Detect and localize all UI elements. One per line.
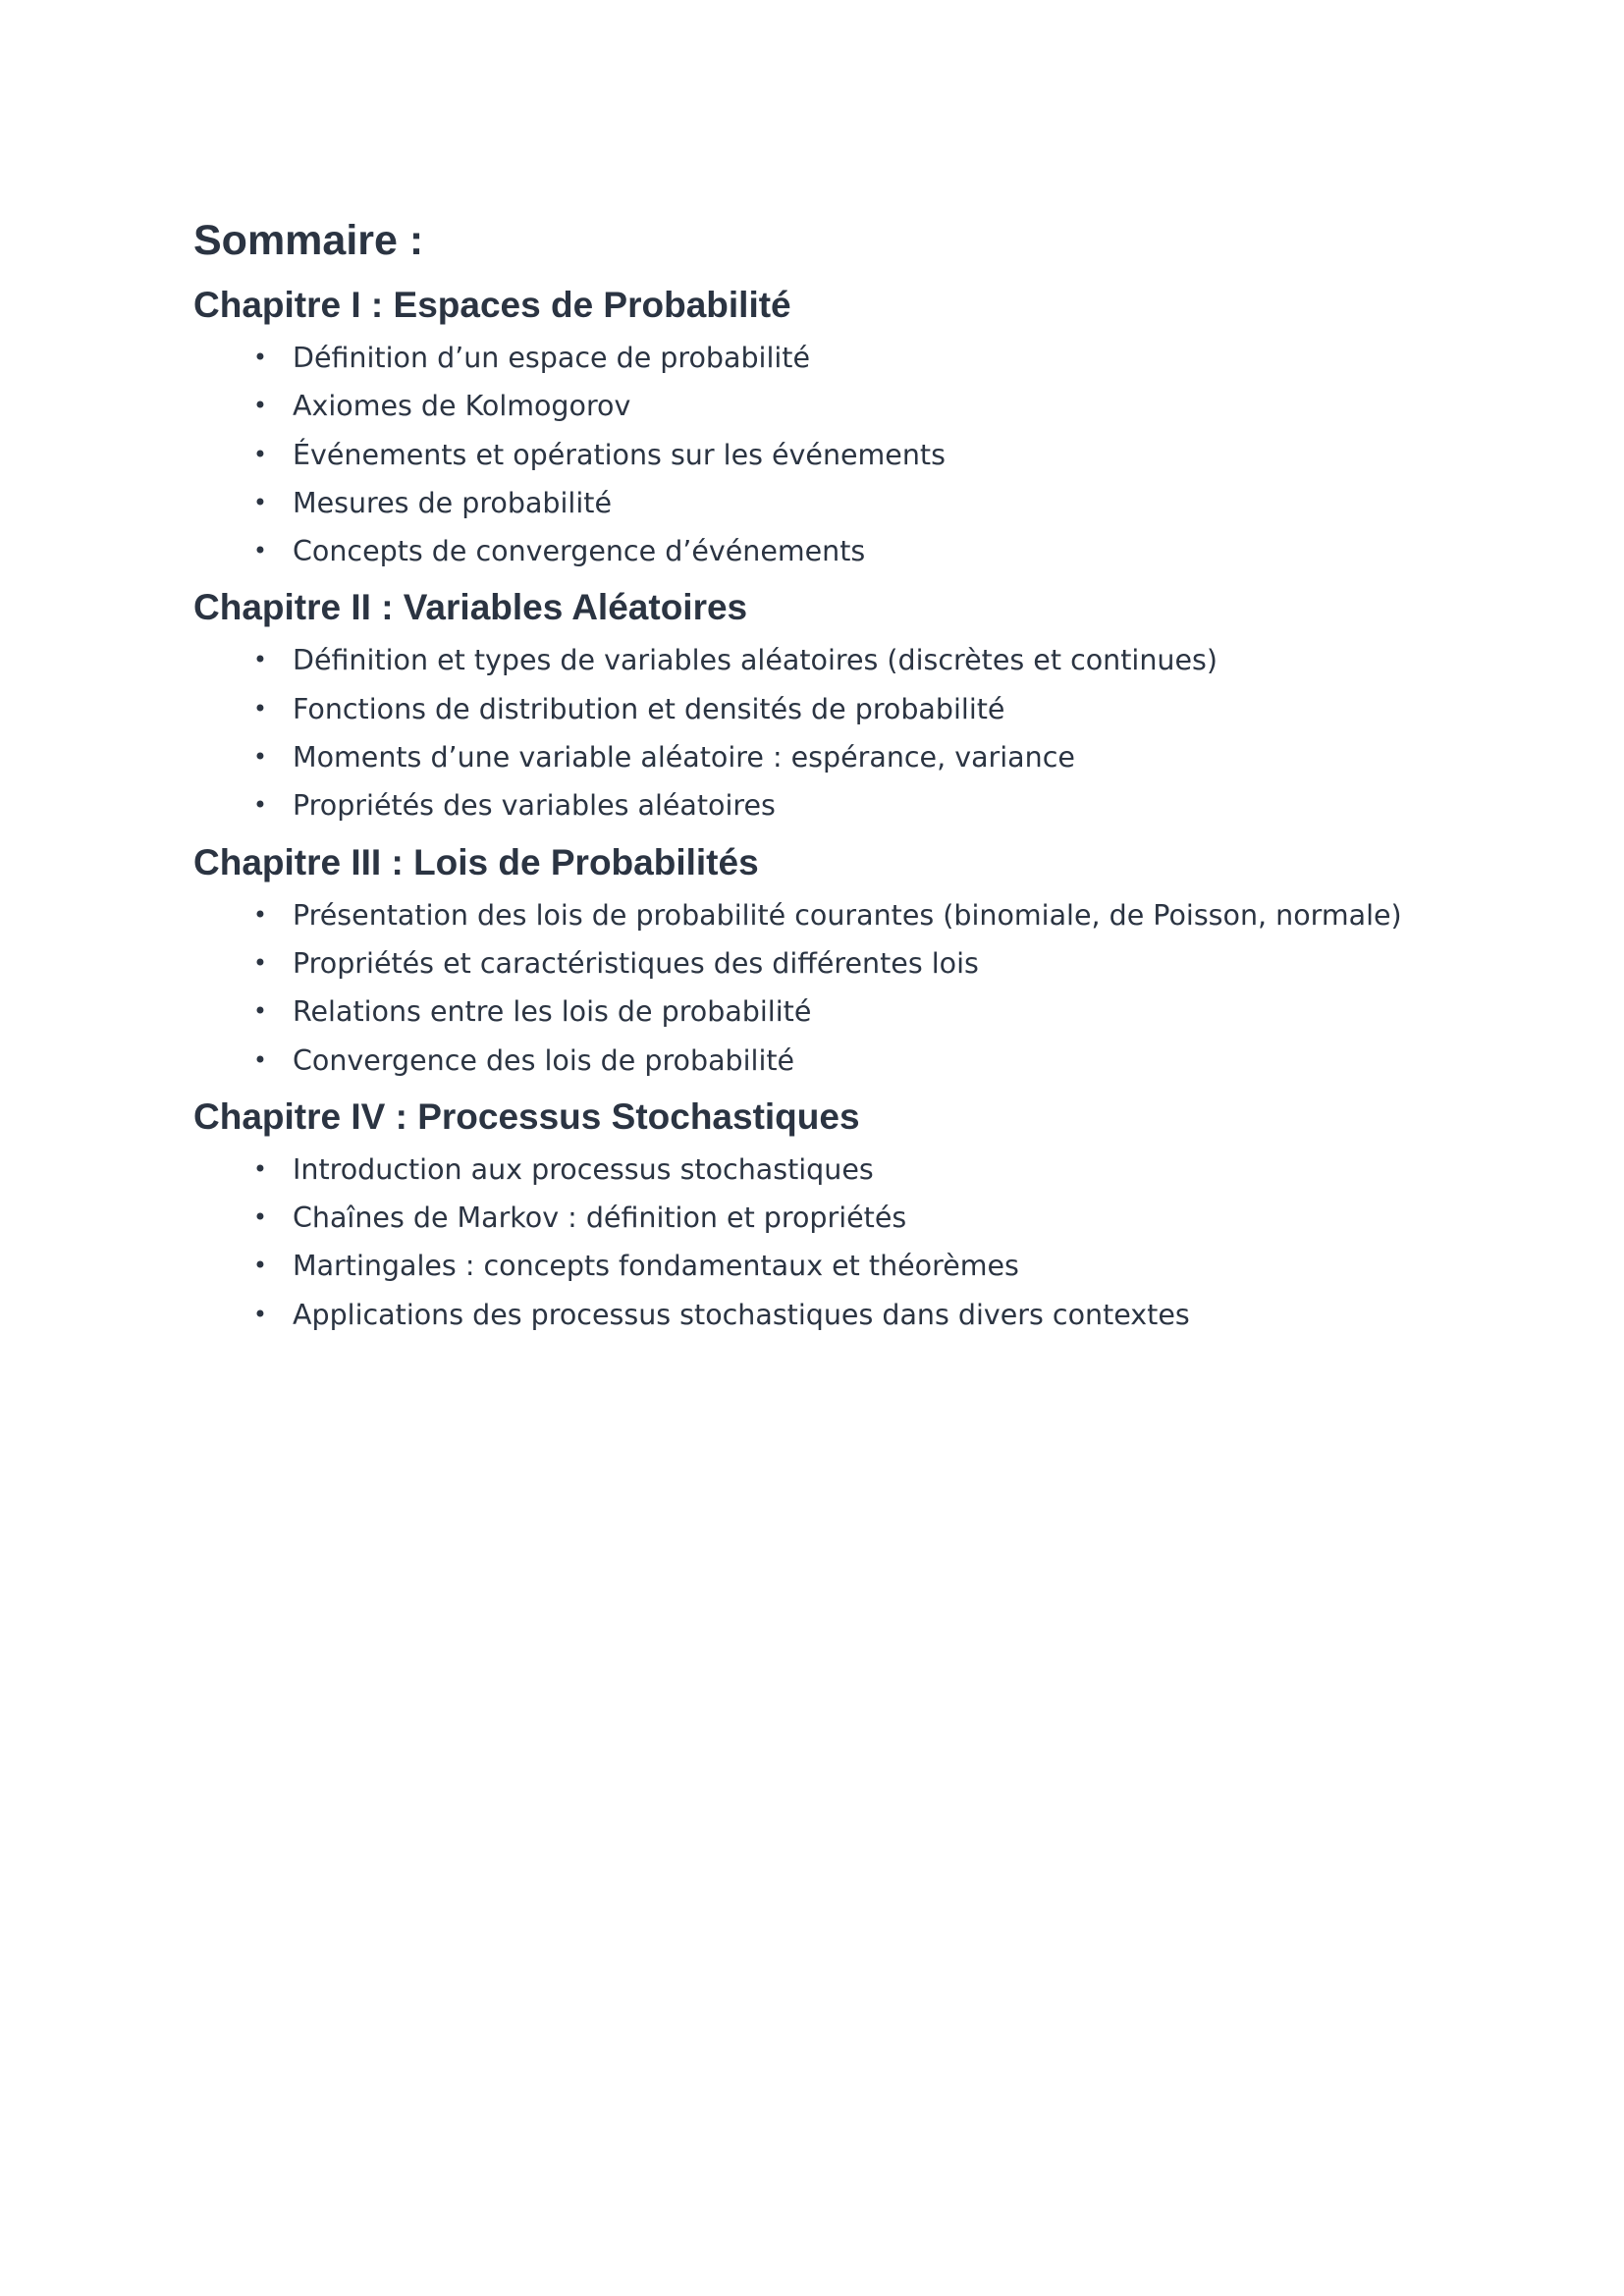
list-item (193, 1194, 1431, 1242)
bullet-icon: • (252, 791, 268, 820)
list-item (193, 1146, 1431, 1194)
list-item (193, 431, 1431, 479)
chapter-3 (193, 840, 1431, 1085)
chapter-3-items (193, 891, 1431, 1085)
list-item-text: Applications des processus stochastiques dans divers contextes (293, 1298, 1190, 1331)
chapter-4 (193, 1095, 1431, 1339)
bullet-icon: • (252, 440, 268, 468)
list-item-text: Introduction aux processus stochastiques (293, 1152, 874, 1186)
bullet-icon: • (252, 997, 268, 1026)
chapter-1-items (193, 334, 1431, 575)
list-item-text: Présentation des lois de probabilité courantes (binomiale, de Poisson, normale) (293, 898, 1402, 932)
chapter-1 (193, 283, 1431, 575)
chapter-2 (193, 585, 1431, 829)
bullet-icon: • (252, 1045, 268, 1074)
list-item (193, 382, 1431, 430)
chapter-4-items (193, 1146, 1431, 1339)
list-item-text: Propriétés et caractéristiques des différentes lois (293, 946, 979, 980)
list-item (193, 1242, 1431, 1290)
list-item (193, 891, 1431, 939)
bullet-icon: • (252, 344, 268, 371)
chapter-2-items (193, 636, 1431, 829)
list-item (193, 636, 1431, 684)
list-item-text: Moments d’une variable aléatoire : espérance, variance (293, 741, 1075, 774)
bullet-icon: • (252, 1300, 268, 1328)
chapter-4-title: Chapitre IV : Processus Stochastiques (193, 1095, 860, 1137)
bullet-icon: • (252, 948, 268, 977)
bullet-icon: • (252, 1203, 268, 1232)
list-item-text: Définition et types de variables aléatoires (discrètes et continues) (293, 644, 1218, 677)
bullet-icon: • (252, 900, 268, 929)
list-item (193, 334, 1431, 382)
list-item-text: Convergence des lois de probabilité (293, 1043, 795, 1077)
chapter-1-title: Chapitre I : Espaces de Probabilité (193, 285, 791, 325)
bullet-icon: • (252, 488, 268, 516)
list-item-text: Définition d’un espace de probabilité (293, 342, 811, 374)
list-item (193, 527, 1431, 575)
bullet-icon: • (252, 1154, 268, 1183)
chapter-3-title: Chapitre III : Lois de Probabilités (193, 841, 759, 882)
table-of-contents (193, 214, 1431, 1349)
list-item-text: Propriétés des variables aléatoires (293, 789, 776, 823)
list-item-text: Événements et opérations sur les événements (293, 438, 946, 471)
bullet-icon: • (252, 1252, 268, 1280)
list-item-text: Concepts de convergence d’événements (293, 535, 866, 568)
bullet-icon: • (252, 694, 268, 722)
list-item (193, 988, 1431, 1036)
list-item-text: Relations entre les lois de probabilité (293, 995, 812, 1029)
bullet-icon: • (252, 537, 268, 565)
list-item-text: Mesures de probabilité (293, 486, 612, 519)
list-item (193, 939, 1431, 988)
chapter-2-title: Chapitre II : Variables Aléatoires (193, 587, 748, 628)
page-title: Sommaire : (193, 217, 424, 264)
bullet-icon: • (252, 392, 268, 420)
list-item-text: Chaînes de Markov : définition et propriétés (293, 1201, 907, 1235)
list-item-text: Martingales : concepts fondamentaux et théorèmes (293, 1250, 1019, 1283)
list-item (193, 685, 1431, 733)
bullet-icon: • (252, 646, 268, 674)
list-item (193, 1037, 1431, 1085)
list-item-text: Axiomes de Kolmogorov (293, 390, 631, 423)
list-item (193, 733, 1431, 781)
bullet-icon: • (252, 743, 268, 772)
list-item (193, 1291, 1431, 1339)
list-item (193, 479, 1431, 527)
list-item (193, 781, 1431, 829)
list-item-text: Fonctions de distribution et densités de probabilité (293, 692, 1005, 725)
